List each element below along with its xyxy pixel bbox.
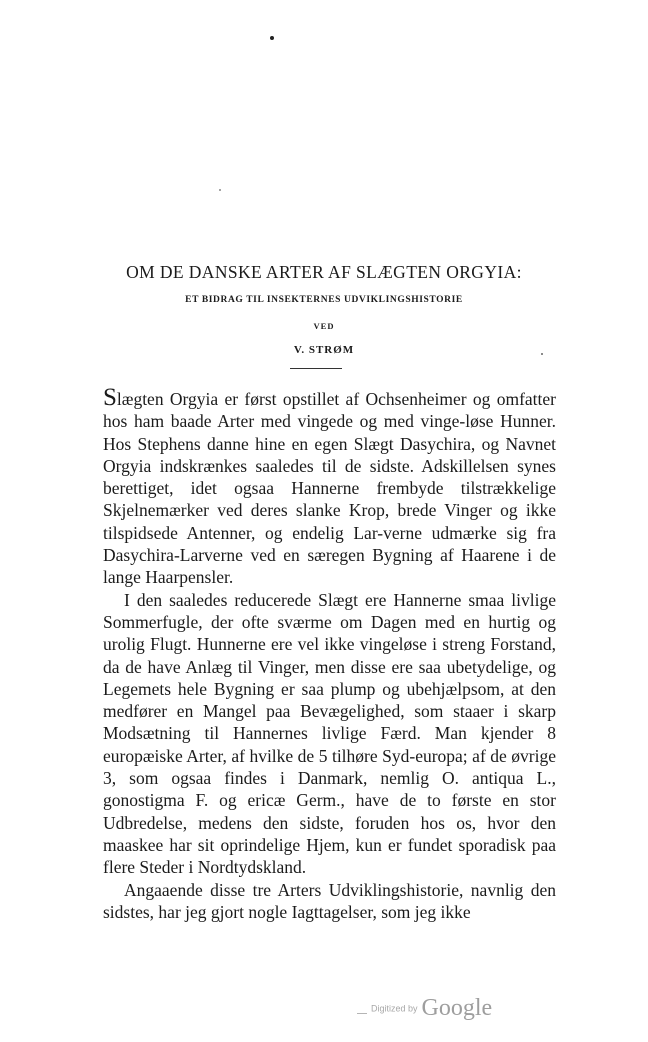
title-divider bbox=[290, 368, 342, 369]
ink-speck-left bbox=[219, 189, 221, 191]
article-body bbox=[103, 385, 556, 923]
watermark-prefix: Digitized by bbox=[371, 1003, 418, 1014]
author-name: V. STRØM bbox=[293, 344, 355, 356]
byline-word: VED bbox=[313, 321, 335, 331]
watermark-logo: Google bbox=[421, 995, 493, 1021]
paragraph-1-text: lægten Orgyia er først opstillet af Ochsenheimer og omfatter hos ham baade Arter med vingede og med vinge-løse Hunner. Hos Stephens danne hine en egen Slægt Dasychira, og Navnet Orgyia indskrænkes saaledes til de sidste. Adskillelsen synes berettiget, idet ogsaa Hannerne frembyde tilstrækkelige Skjelnemærker ved deres slanke Krop, brede Vinger og ikke tilspidsede Antenner, og endelig Lar-verne udmærke sig fra Dasychira-Larverne ved en særegen Bygning af Haarene i de lange Haarpensler. bbox=[103, 389, 556, 588]
ink-speck-top bbox=[270, 36, 274, 40]
paragraph-1 bbox=[103, 385, 556, 589]
drop-cap: S bbox=[103, 384, 117, 411]
paragraph-2: I den saaledes reducerede Slægt ere Hannerne smaa livlige Sommerfugle, der ofte sværme om Dagen med en hurtig og urolig Flugt. Hunnerne ere vel ikke vingeløse i streng Forstand, da de have Anlæg til Vinger, men disse ere saa ubetydelige, og Legemets hele Bygning er saa plump og ubehjælpsom, at den medfører en Mangel paa Bevægelighed, som staaer i skarp Modsætning til Hannernes livlige Færd. Man kjender 8 europæiske Arter, af hvilke de 5 tilhøre Syd-europa; af de øvrige 3, som ogsaa findes i Danmark, nemlig O. antiqua L., gonostigma F. og ericæ Germ., have de to første en stor Udbredelse, medens den sidste, foruden hos os, hvor den maaskee har sit oprindelige Hjem, kun er fundet sporadisk paa flere Steder i Nordtydskland. bbox=[103, 589, 556, 878]
article-title: OM DE DANSKE ARTER AF SLÆGTEN ORGYIA: bbox=[126, 262, 522, 282]
paragraph-3: Angaaende disse tre Arters Udviklingshistorie, navnlig den sidstes, har jeg gjort nogle Iagttagelser, som jeg ikke bbox=[103, 879, 556, 922]
article-subtitle: ET BIDRAG TIL INSEKTERNES UDVIKLINGSHISTORIE bbox=[185, 295, 463, 305]
footer-dash bbox=[357, 1013, 367, 1014]
digitization-watermark bbox=[371, 995, 492, 1022]
